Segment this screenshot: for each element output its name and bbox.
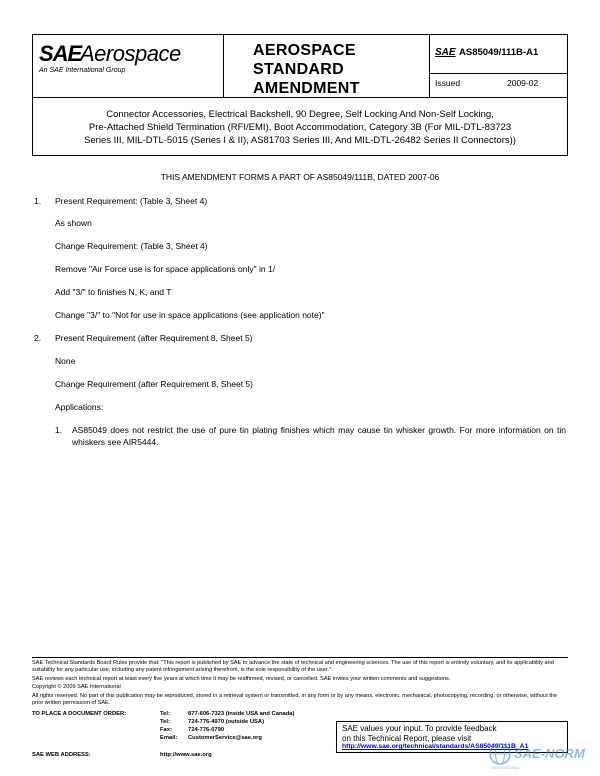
- watermark-subtext: INTERNATIONAL: [491, 766, 520, 770]
- item-line: Change Requirement: (Table 3, Sheet 4): [55, 241, 208, 251]
- contact-label: Fax:: [160, 727, 172, 733]
- logo-cell: [33, 35, 224, 97]
- web-label: SAE WEB ADDRESS:: [32, 752, 91, 758]
- document-title: [47, 108, 553, 147]
- feedback-line: on this Technical Report, please visit: [342, 733, 472, 743]
- issued-label: Issued: [435, 78, 461, 88]
- contact-value: 877-606-7323 (inside USA and Canada): [188, 711, 295, 717]
- amendment-note: THIS AMENDMENT FORMS A PART OF AS85049/111B, DATED 2007-06: [160, 172, 440, 182]
- application-note-number: 1.: [55, 425, 63, 435]
- title-line: AMENDMENT: [253, 80, 360, 97]
- item-heading-bold: Present Requirement: [55, 196, 136, 206]
- web-address-link[interactable]: http://www.sae.org: [160, 752, 212, 758]
- title-text-line: Series III, MIL-DTL-5015 (Series I & II), AS81703 Series III, And MIL-DTL-26482 Series II Connectors)): [84, 135, 516, 146]
- title-text-line: Connector Accessories, Electrical Backshell, 90 Degree, Self Locking And Non-Self Locking,: [106, 109, 494, 120]
- doc-number-prefix: SAE: [435, 47, 456, 58]
- application-note-text: AS85049 does not restrict the use of pure tin plating finishes which may cause tin whisker growth. For more information on tin whiskers see AIR5444.: [72, 425, 566, 447]
- item-number: 2.: [34, 333, 42, 343]
- title-cell: [223, 35, 430, 97]
- sae-norm-watermark: [488, 740, 598, 770]
- item-heading: [55, 332, 253, 344]
- legal-notice-2: SAE reviews each technical report at least every five years at which time it may be reaffirmed, revised, or cancelled. SAE invites your written comments and suggestions.: [32, 676, 451, 682]
- doc-number: AS85049/111B-A1: [459, 47, 539, 58]
- sae-logo-mark: SAE: [39, 41, 82, 66]
- item-heading-rest: : (Table 3, Sheet 4): [135, 196, 208, 206]
- item-heading-rest: (after Requirement 8, Sheet 5): [135, 333, 253, 343]
- order-label: TO PLACE A DOCUMENT ORDER:: [32, 711, 127, 717]
- item-line: Applications:: [55, 402, 104, 412]
- cell-divider: [429, 73, 567, 74]
- footer-rule: [32, 657, 568, 658]
- item-line: Remove "Air Force use is for space applications only" in 1/: [55, 264, 276, 274]
- contact-value: 724-776-4970 (outside USA): [188, 719, 265, 725]
- item-line: Add "3/" to finishes N, K, and T: [55, 287, 172, 297]
- title-line: AEROSPACE: [253, 42, 356, 59]
- logo-tagline: An SAE International Group: [39, 67, 126, 74]
- feedback-line: SAE values your input. To provide feedback: [342, 724, 497, 733]
- contact-value: CustomerService@sae.org: [188, 735, 262, 741]
- copyright: Copyright © 2009 SAE International: [32, 684, 121, 690]
- item-line: None: [55, 356, 76, 366]
- item-line: Change Requirement (after Requirement 8, Sheet 5): [55, 379, 253, 389]
- issued-date: 2009-02: [507, 78, 539, 88]
- aerospace-logo-text: Aerospace: [80, 41, 181, 66]
- header-block: [32, 34, 568, 98]
- contact-label: Tel:: [160, 711, 170, 717]
- title-line: STANDARD: [253, 61, 344, 78]
- watermark-text: SAE-NORM: [514, 746, 585, 761]
- feedback-link[interactable]: http://www.sae.org/technical/standards/AS85049/111B_A1: [342, 743, 529, 750]
- item-heading: [55, 195, 207, 207]
- item-line: Change "3/" to "Not for use in space applications (see application note)": [55, 310, 325, 320]
- doc-number-cell: [429, 35, 567, 97]
- item-line: As shown: [55, 218, 92, 228]
- title-text-line: Pre-Attached Shield Termination (RFI/EMI), Boot Accommodation, Category 3B (For MIL-DTL-83723: [88, 122, 512, 133]
- legal-notice-3: All rights reserved. No part of this publication may be reproduced, stored in a retrieval system or transmitted, in any form or by any means, electronic, mechanical, photocopying, recording, or otherwise, without the prior written permission of SAE.: [32, 693, 558, 707]
- item-heading-bold: Present Requirement: [55, 333, 136, 343]
- contact-value: 724-776-0790: [188, 727, 225, 733]
- document-type-title: [253, 41, 360, 98]
- item-number: 1.: [34, 196, 42, 206]
- title-box: [32, 98, 568, 156]
- feedback-text: [342, 724, 497, 743]
- contact-label: Email:: [160, 735, 178, 741]
- contact-label: Tel:: [160, 719, 170, 725]
- globe-icon: [490, 744, 510, 764]
- legal-notice-1: SAE Technical Standards Board Rules provide that: "This report is published by SAE to advance the state of technical and engineering sciences. The use of this report is entirely voluntary, and its applicability and suitability for any particular use, including any patent infringement arising therefrom, is the sole responsibility of the user.": [32, 660, 554, 674]
